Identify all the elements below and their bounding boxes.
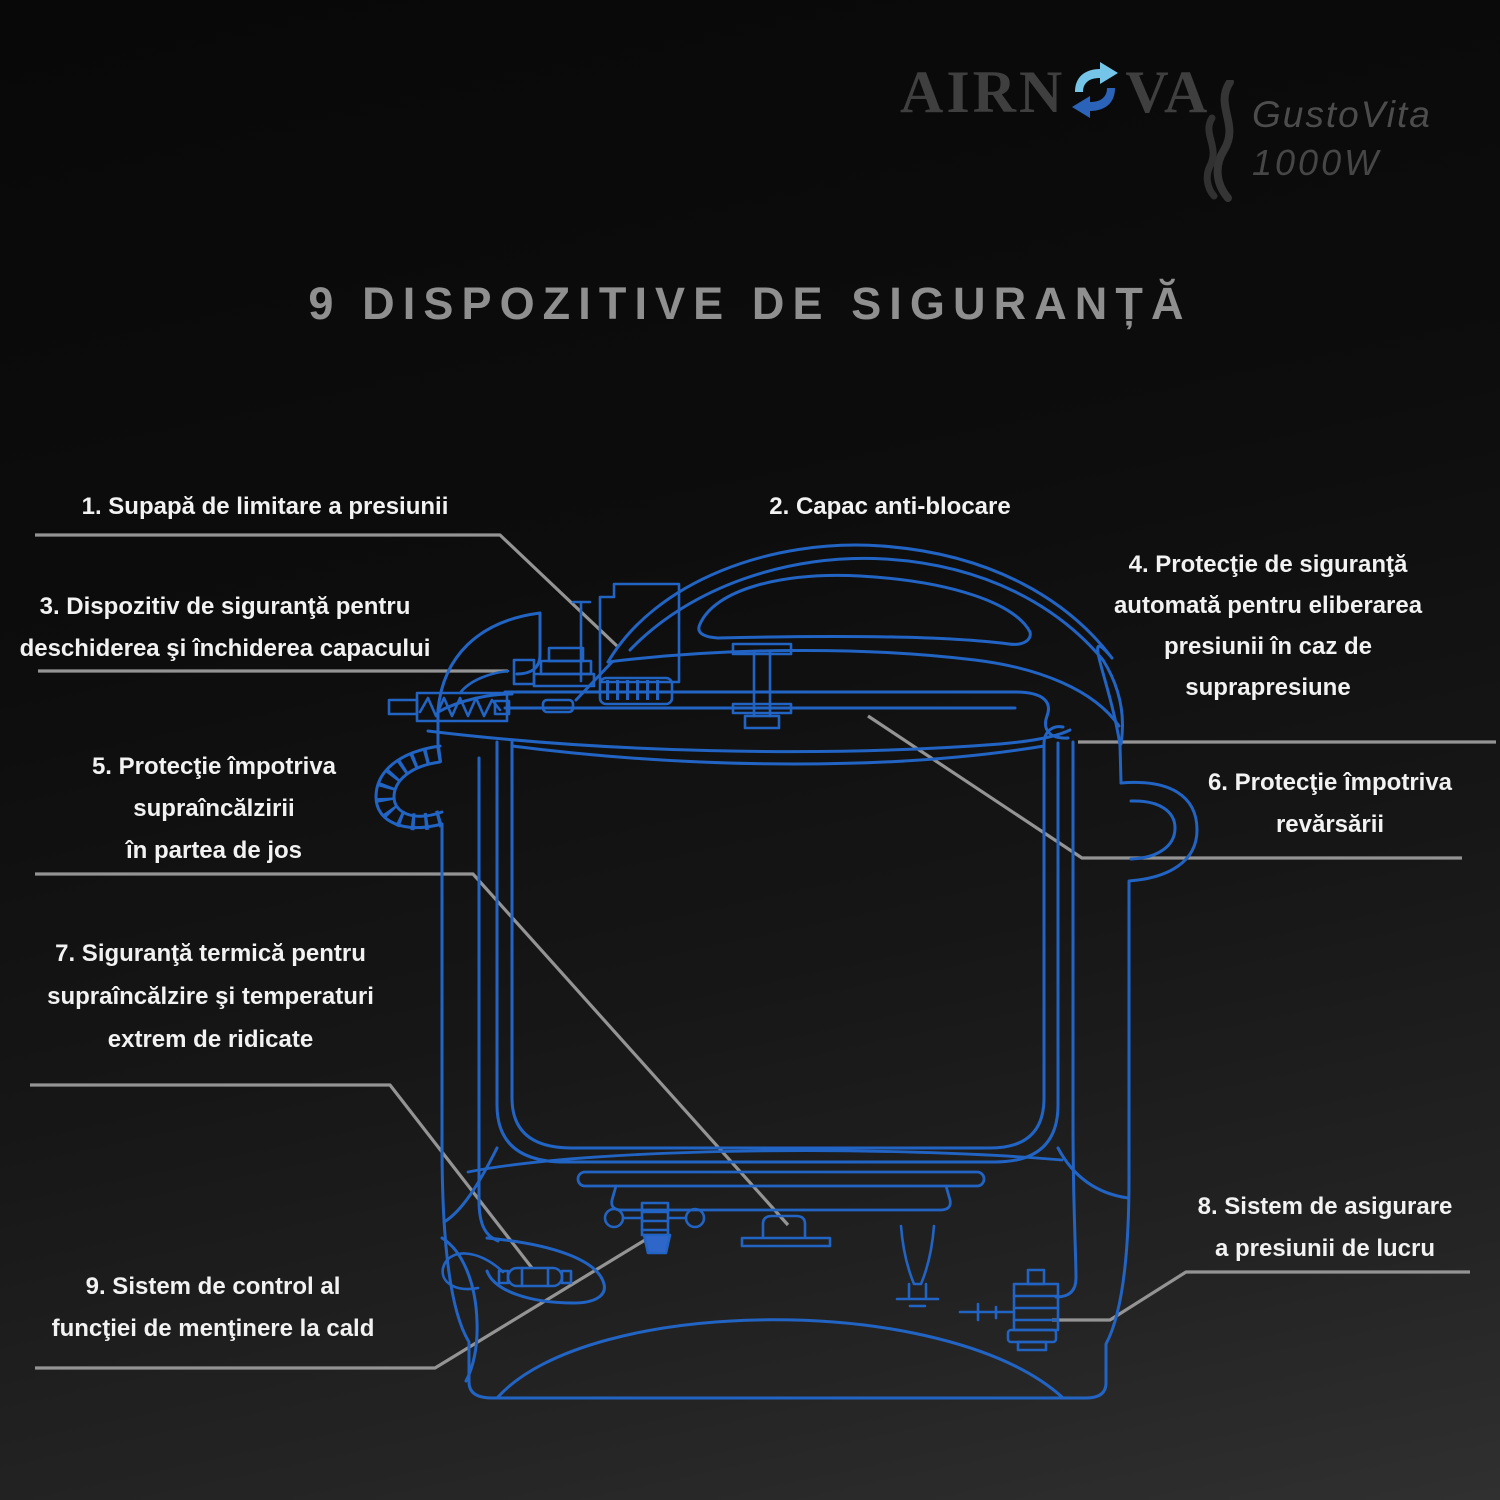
leader-line-8 <box>1052 1272 1470 1320</box>
callout-1 <box>35 486 495 527</box>
brand-word-end: VA <box>1125 59 1211 125</box>
inner-pot <box>444 727 1128 1297</box>
callout-6-line: 6. Protecţie împotriva <box>1207 769 1453 796</box>
page-title: 9 DISPOZITIVE DE SIGURANȚĂ <box>308 278 1192 329</box>
model-name: GustoVita <box>1252 94 1432 135</box>
model-power: 1000W <box>1252 142 1382 183</box>
callout-2 <box>740 486 1040 527</box>
anti-block-cap <box>733 644 791 728</box>
callout-7 <box>28 932 393 1061</box>
leader-line-7 <box>30 1085 532 1268</box>
callout-4-line: 4. Protecţie de siguranţă <box>1128 551 1408 578</box>
callout-3-line: deschiderea şi închiderea capacului <box>19 635 431 662</box>
callout-2-line: 2. Capac anti-blocare <box>769 493 1011 520</box>
callout-1-line: 1. Supapă de limitare a presiunii <box>81 493 449 520</box>
pressure-pin-cone <box>897 1226 938 1306</box>
callout-8 <box>1180 1186 1470 1270</box>
callout-8-line: a presiunii de lucru <box>1214 1235 1436 1262</box>
working-pressure-valve <box>960 1270 1058 1350</box>
brand-word-start: AIRN <box>900 59 1066 125</box>
callout-5-line: în partea de jos <box>125 837 303 864</box>
callout-3 <box>15 586 435 670</box>
callout-4-line: suprapresiune <box>1185 674 1351 701</box>
callout-5 <box>38 746 390 872</box>
callout-7-line: supraîncălzire şi temperaturi <box>47 983 374 1010</box>
callout-9-line: 9. Sistem de control al <box>85 1273 341 1300</box>
callout-4-line: automată pentru eliberarea <box>1113 592 1423 619</box>
callout-9-line: funcţiei de menţinere la cald <box>51 1315 375 1342</box>
callout-4 <box>1098 544 1438 708</box>
callout-5-line: 5. Protecţie împotriva <box>91 753 337 780</box>
callout-8-line: 8. Sistem de asigurare <box>1197 1193 1453 1220</box>
callout-6-line: revărsării <box>1275 811 1385 838</box>
callout-4-line: presiunii în caz de <box>1163 633 1373 660</box>
callout-9 <box>33 1266 393 1350</box>
callout-6 <box>1175 762 1485 846</box>
callout-7-line: 7. Siguranţă termică pentru <box>55 940 366 967</box>
callout-5-line: supraîncălzirii <box>133 795 295 822</box>
callout-3-line: 3. Dispozitiv de siguranţă pentru <box>39 593 411 620</box>
callout-7-line: extrem de ridicate <box>107 1026 314 1053</box>
